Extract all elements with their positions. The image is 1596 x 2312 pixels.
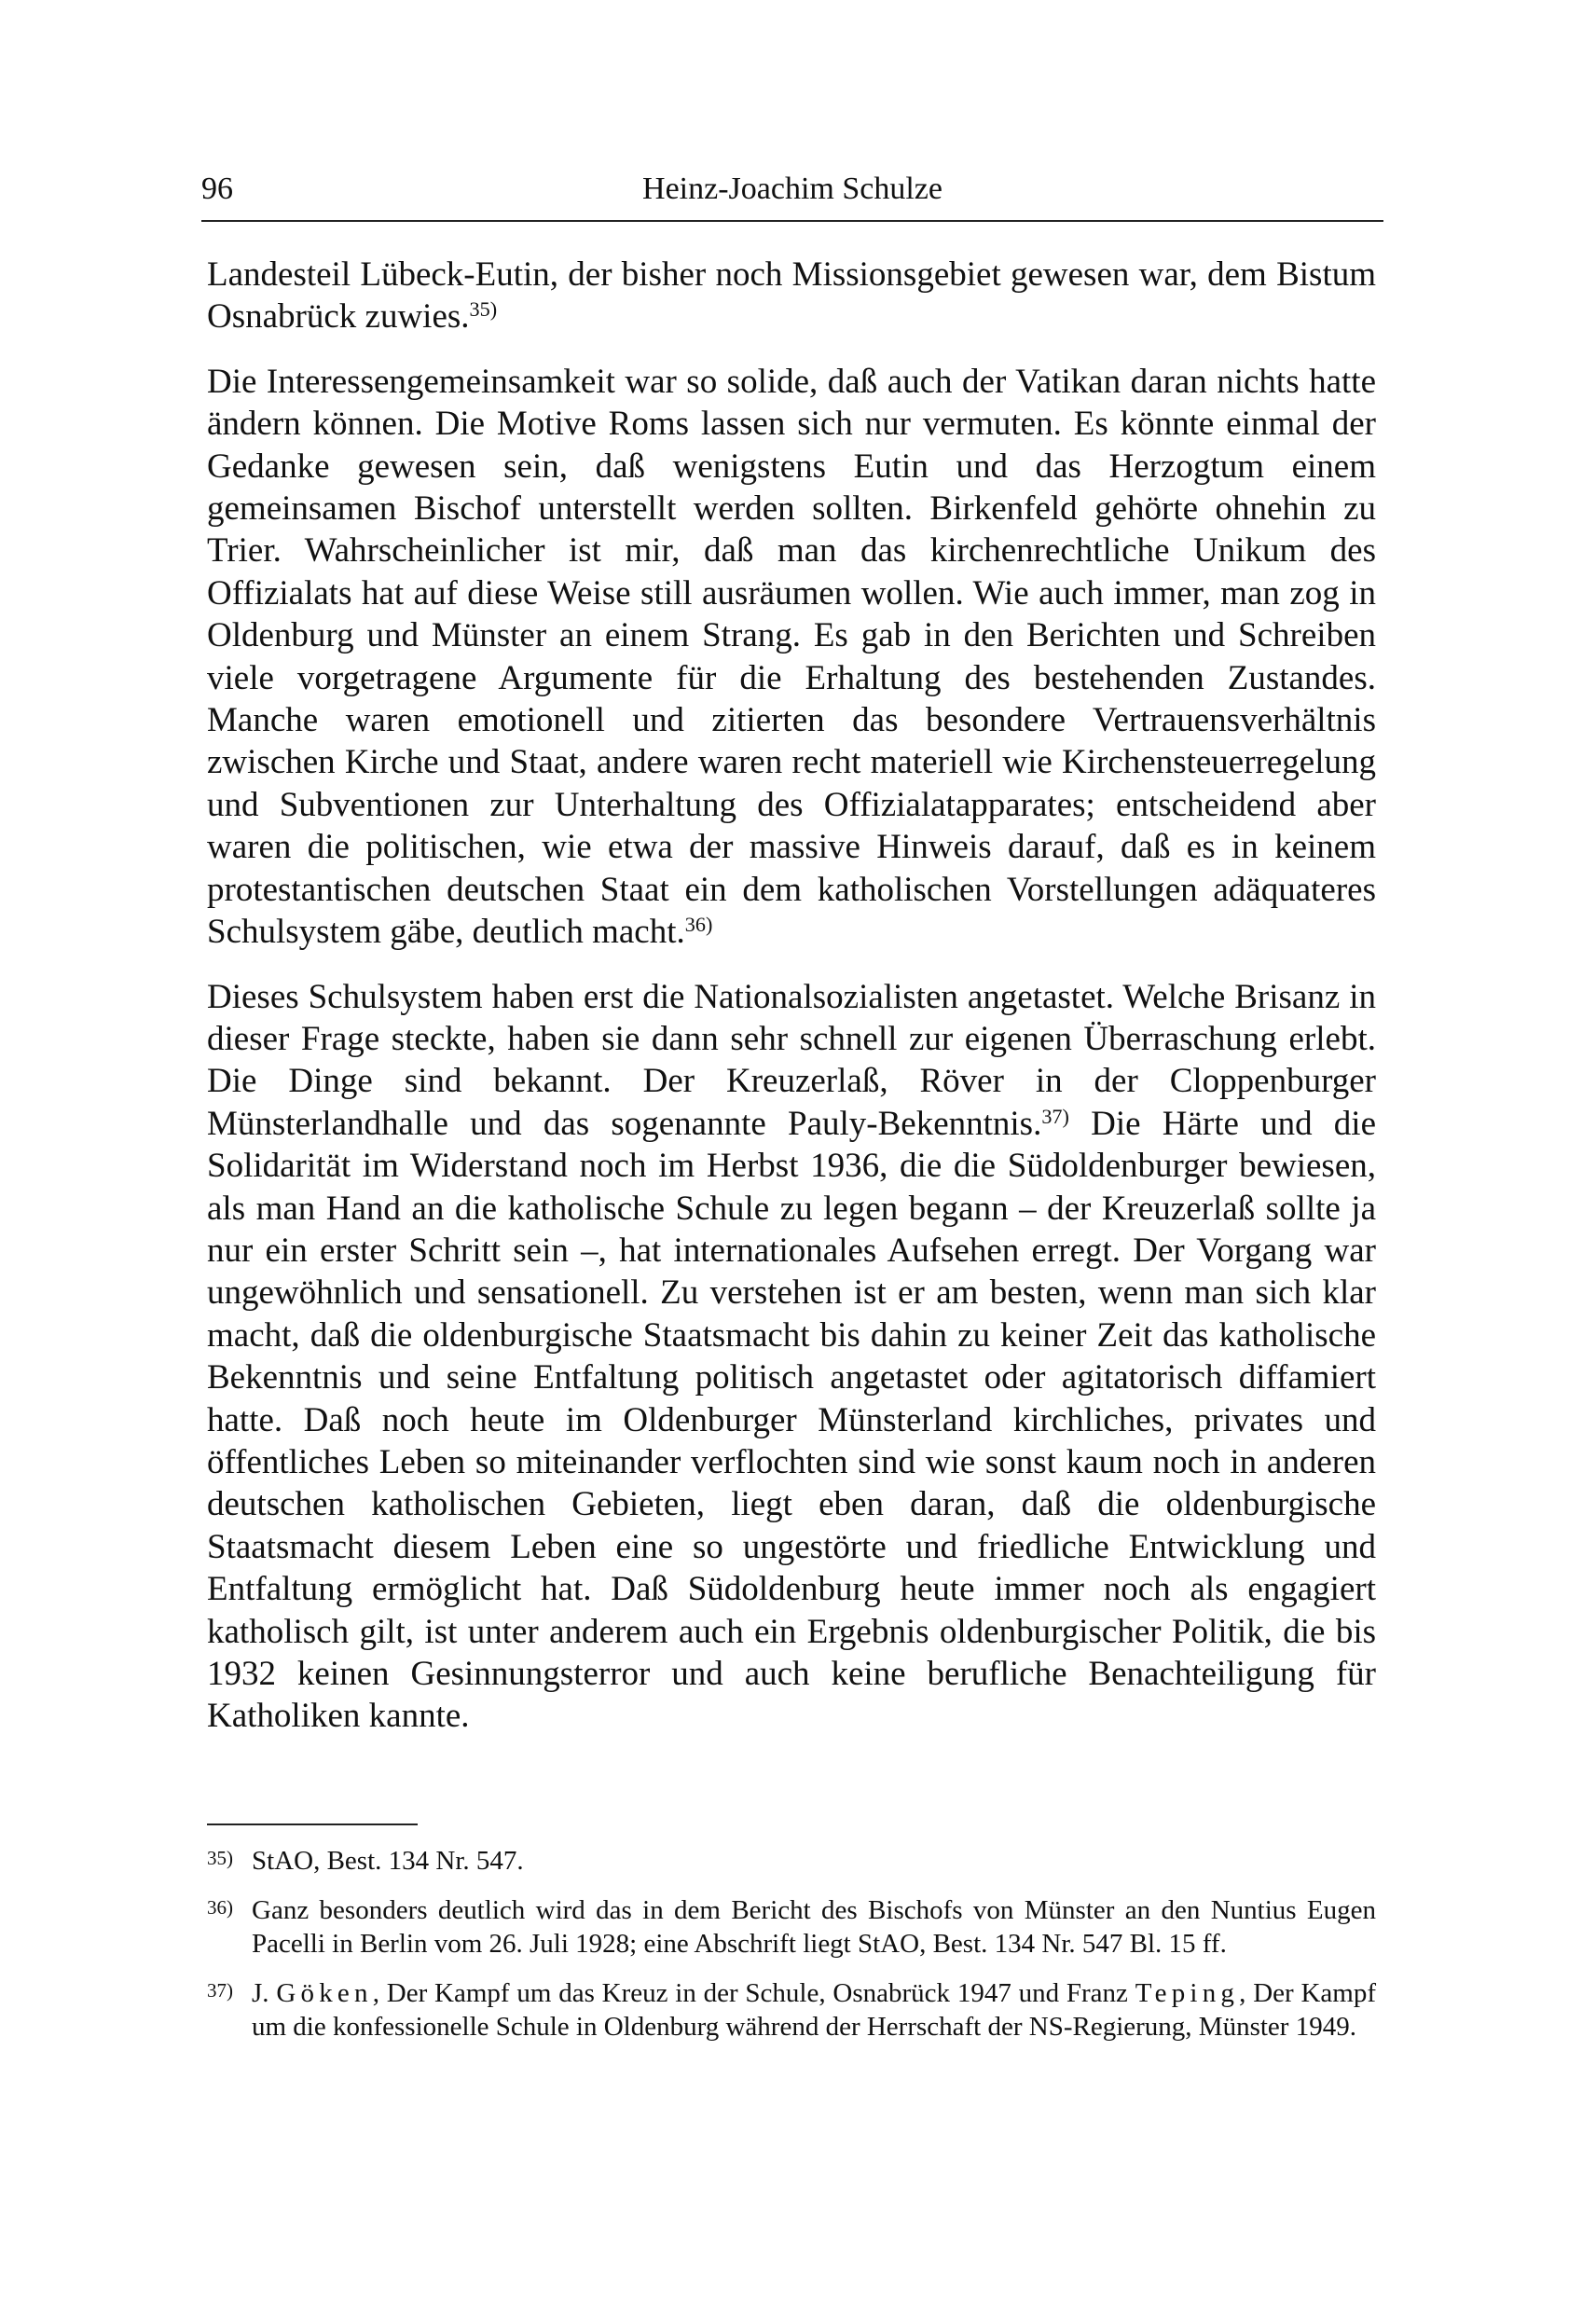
running-head-author: Heinz-Joachim Schulze	[642, 172, 942, 206]
header-rule	[201, 220, 1383, 222]
footnote-text-part: , Der Kampf um die konfessionelle Schule in Oldenburg während der Herrschaft der NS-Regierung, Münster 1949.	[252, 1977, 1376, 2042]
paragraph-2-text: Die Interessengemeinsamkeit war so solide, daß auch der Vatikan daran nichts hatte ändern können. Die Motive Roms lassen sich nur vermuten. Es könnte einmal der Gedanke gewesen sein, daß wenigstens Eutin und das Herzogtum einem gemeinsamen Bischof unterstellt werden sollten. Birkenfeld gehörte ohnehin zu Trier. Wahrscheinlicher ist mir, daß man das kirchenrechtliche Unikum des Offizialats hat auf diese Weise still ausräumen wollen. Wie auch immer, man zog in Oldenburg und Münster an einem Strang. Es gab in den Berichten und Schreiben viele vorgetragene Argumente für die Erhaltung des bestehenden Zustandes. Manche waren emotionell und zitierten das besondere Vertrauensverhältnis zwischen Kirche und Staat, andere waren recht materiell wie Kirchensteuerregelung und Subventionen zur Unterhaltung des Offizialatapparates; entscheidend aber waren die politischen, wie etwa der massive Hinweis darauf, daß es in keinem protestantischen deutschen Staat ein dem katholischen Vorstellungen adäquateres Schulsystem gäbe, deutlich macht.	[207, 362, 1376, 952]
footnote-text	[252, 1976, 1376, 2044]
footnote-mark: 37)	[207, 1978, 233, 2002]
footnote-ref-35: 35)	[469, 297, 498, 322]
footnote-author-name: Teping	[1135, 1977, 1240, 2008]
footnote-ref-37: 37)	[1041, 1104, 1069, 1128]
paragraph-3-text-a: Dieses Schulsystem haben erst die Nationalsozialisten angetastet. Welche Brisanz in dieser Frage steckte, haben sie dann sehr schnell zur eigenen Überraschung erlebt. Die Dinge sind bekannt. Der Kreuzerlaß, Röver in der Cloppenburger Münsterlandhalle und das sogenannte Pauly-Bekenntnis.	[207, 977, 1376, 1143]
running-head	[201, 166, 1383, 213]
paragraph-3-text-b: Die Härte und die Solidarität im Widerstand noch im Herbst 1936, die die Südoldenburger bewiesen, als man Hand an die katholische Schule zu legen begann – der Kreuzerlaß sollte ja nur ein erster Schritt sein –, hat internationales Aufsehen erregt. Der Vorgang war ungewöhnlich und sensationell. Zu verstehen ist er am besten, wenn man sich klar macht, daß die oldenburgische Staatsmacht bis dahin zu keiner Zeit das katholische Bekenntnis und seine Entfaltung politisch angetastet oder agitatorisch diffamiert hatte. Daß noch heute im Oldenburger Münsterland kirchliches, privates und öffentliches Leben so miteinander verflochten sind wie sonst kaum noch in anderen deutschen katholischen Gebieten, liegt eben daran, daß die oldenburgische Staatsmacht diesem Leben eine so ungestörte und friedliche Entwicklung und Entfaltung ermöglicht hat. Daß Südoldenburg heute immer noch als engagiert katholisch gilt, ist unter anderem auch ein Ergebnis oldenburgischer Politik, die bis 1932 keinen Gesinnungsterror und auch keine berufliche Benachteiligung für Katholiken kannte.	[207, 1104, 1376, 1736]
footnote-author-name: Göken	[276, 1977, 373, 2008]
footnote-mark: 36)	[207, 1895, 233, 1919]
footnote-text-part: , Der Kampf um das Kreuz in der Schule, Osnabrück 1947 und Franz	[372, 1977, 1135, 2008]
footnote-text: StAO, Best. 134 Nr. 547.	[252, 1846, 524, 1876]
footnote-37	[207, 1976, 1376, 2044]
paragraph-1	[207, 254, 1376, 338]
body-text	[207, 254, 1376, 1760]
footnote-text-part: J.	[252, 1977, 277, 2008]
footnote-text: Ganz besonders deutlich wird das in dem Bericht des Bischofs von Münster an den Nuntius Eugen Pacelli in Berlin vom 26. Juli 1928; eine Abschrift liegt StAO, Best. 134 Nr. 547 Bl. 15 ff.	[252, 1894, 1376, 1959]
paragraph-1-text: Landesteil Lübeck-Eutin, der bisher noch Missionsgebiet gewesen war, dem Bistum Osnabrück zuwies.	[207, 255, 1376, 337]
paragraph-3	[207, 976, 1376, 1738]
footnote-ref-36: 36)	[684, 912, 713, 936]
page-number: 96	[201, 172, 233, 206]
footnote-rule	[207, 1823, 418, 1825]
footnote-mark: 35)	[207, 1847, 233, 1869]
footnote-35	[207, 1844, 1376, 1878]
paragraph-2	[207, 361, 1376, 954]
footnote-36	[207, 1893, 1376, 1961]
footnotes	[207, 1844, 1376, 2059]
